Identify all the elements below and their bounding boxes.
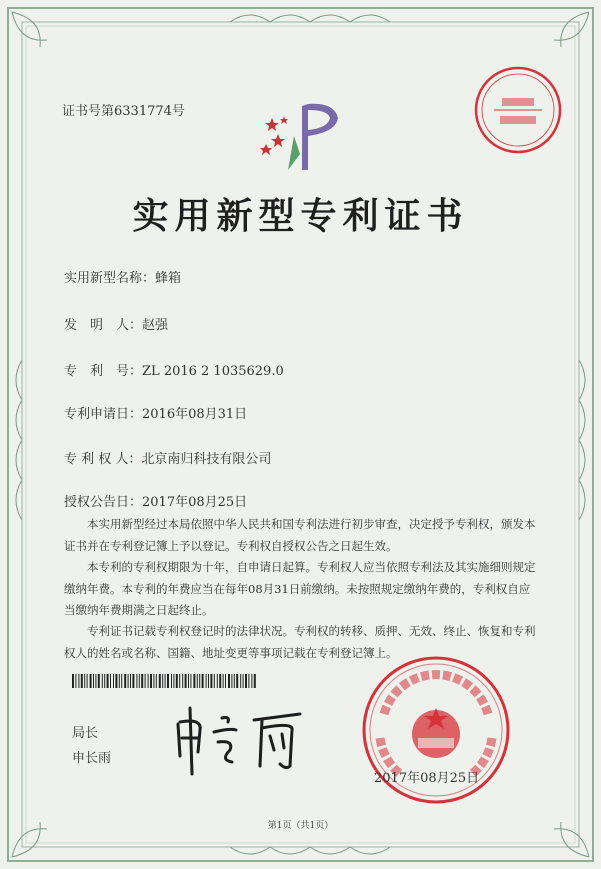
grant-date-label: 授权公告日： <box>64 495 143 510</box>
grant-date-row <box>64 491 247 510</box>
body-paragraph-3: 专利证书记载专利权登记时的法律状况。专利权的转移、质押、无效、终止、恢复和专利权人的姓名或名称、国籍、地址变更等事项记载在专利登记簿上。 <box>64 624 536 660</box>
patentee-row <box>64 448 271 467</box>
certificate-number: 证书号第6331774号 <box>62 104 185 119</box>
filing-date-label: 专利申请日： <box>64 407 143 422</box>
agency-seal <box>472 64 564 156</box>
filing-date-row <box>64 403 247 422</box>
certificate-title: 实用新型专利证书 <box>132 195 469 237</box>
utility-model-name-value: 蜂箱 <box>155 271 182 286</box>
inventor-label: 发 明 人： <box>64 318 143 333</box>
patent-office-logo <box>258 96 348 178</box>
body-paragraph-2: 本专利的专利权期限为十年，自申请日起算。专利权人应当依照专利法及其实施细则规定缴纳年费。本专利的年费应当在每年08月31日前缴纳。未按照规定缴纳年费的，专利权自应当缴纳年费期满之日起终止。 <box>64 560 536 617</box>
patent-number-label: 专 利 号： <box>64 364 143 379</box>
utility-model-name-row <box>64 267 181 286</box>
inventor-row <box>64 314 168 333</box>
page-footer: 第1页（共1页） <box>267 821 334 831</box>
patentee-value: 北京南归科技有限公司 <box>141 452 272 467</box>
director-name: 申长雨 <box>72 751 112 766</box>
patentee-label: 专 利 权 人： <box>64 452 142 467</box>
patent-number-value: ZL 2016 2 1035629.0 <box>142 364 284 379</box>
filing-date-value: 2016年08月31日 <box>142 407 248 422</box>
inventor-value: 赵强 <box>142 318 169 333</box>
utility-model-name-label: 实用新型名称： <box>64 271 156 286</box>
body-paragraph-1: 本实用新型经过本局依照中华人民共和国专利法进行初步审查，决定授予专利权，颁发本证书并在专利登记簿上予以登记。专利权自授权公告之日起生效。 <box>64 517 536 553</box>
seal-date: 2017年08月25日 <box>374 771 480 786</box>
barcode <box>72 674 257 688</box>
director-signature <box>170 700 310 780</box>
director-role: 局长 <box>72 726 99 741</box>
grant-date-value: 2017年08月25日 <box>142 495 248 510</box>
patent-number-row <box>64 360 284 379</box>
